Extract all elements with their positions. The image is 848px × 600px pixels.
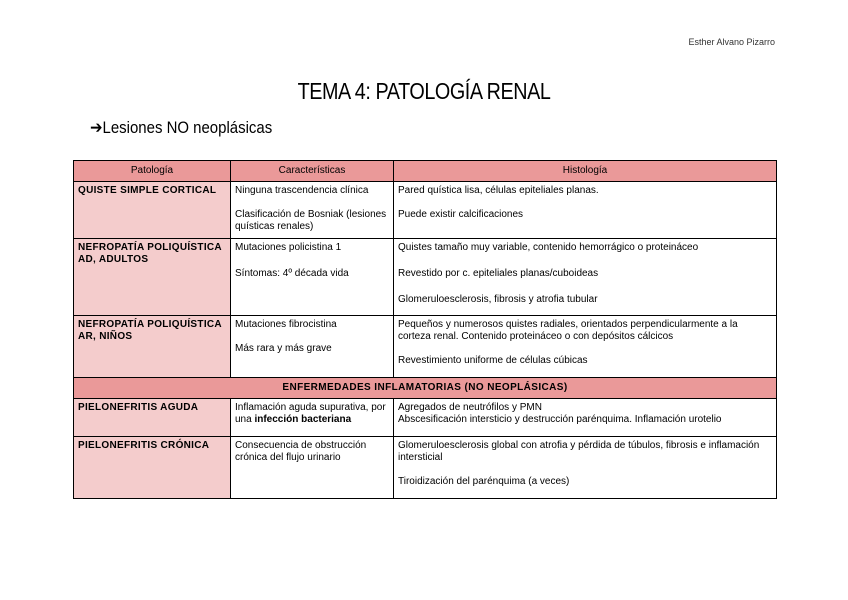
table-row (74, 182, 777, 239)
row-histologia (394, 316, 777, 378)
pathology-table (73, 160, 777, 499)
cell-text: Revestimiento uniforme de células cúbicas (398, 355, 588, 366)
header-histologia: Histología (394, 161, 777, 182)
table-row (74, 437, 777, 499)
cell-text: Revestido por c. epiteliales planas/cuboideas (398, 268, 599, 279)
page-title: TEMA 4: PATOLOGÍA RENAL (297, 78, 551, 104)
row-name: PIELONEFRITIS CRÓNICA (74, 437, 231, 499)
cell-bold-text: infección bacteriana (254, 414, 352, 425)
header-caracteristicas: Características (231, 161, 394, 182)
cell-text: Más rara y más grave (235, 343, 332, 354)
header-patologia: Patología (74, 161, 231, 182)
row-caracteristicas (231, 316, 394, 378)
row-caracteristicas (231, 182, 394, 239)
cell-text: Quistes tamaño muy variable, contenido hemorrágico o proteináceo (398, 242, 699, 253)
row-name: NEFROPATÍA POLIQUÍSTICA AD, ADULTOS (74, 239, 231, 316)
cell-text: Pared quística lisa, células epiteliales planas. (398, 185, 599, 196)
row-caracteristicas (231, 239, 394, 316)
cell-text: Glomeruloesclerosis, fibrosis y atrofia tubular (398, 294, 598, 305)
row-histologia (394, 399, 777, 437)
row-histologia (394, 239, 777, 316)
row-histologia (394, 437, 777, 499)
cell-text: Mutaciones fibrocistina (235, 319, 337, 330)
table-row (74, 399, 777, 437)
cell-text: Puede existir calcificaciones (398, 209, 524, 220)
cell-text: Glomeruloesclerosis global con atrofia y pérdida de túbulos, fibrosis e inflamación intersticial (398, 440, 760, 463)
cell-text: Síntomas: 4º década vida (235, 268, 349, 279)
table-row (74, 239, 777, 316)
table-row (74, 316, 777, 378)
row-histologia (394, 182, 777, 239)
row-caracteristicas (231, 399, 394, 437)
cell-text: Tiroidización del parénquima (a veces) (398, 476, 570, 487)
author-name: Esther Alvano Pizarro (688, 37, 775, 47)
cell-text: Consecuencia de obstrucción crónica del flujo urinario (235, 440, 367, 463)
section-subtitle: ➔Lesiones NO neoplásicas (90, 118, 273, 137)
row-name: PIELONEFRITIS AGUDA (74, 399, 231, 437)
section-heading: ENFERMEDADES INFLAMATORIAS (NO NEOPLÁSICAS) (74, 378, 777, 399)
table-header-row (74, 161, 777, 182)
section-row (74, 378, 777, 399)
row-name: QUISTE SIMPLE CORTICAL (74, 182, 231, 239)
row-name: NEFROPATÍA POLIQUÍSTICA AR, NIÑOS (74, 316, 231, 378)
cell-text: Ninguna trascendencia clínica (235, 185, 369, 196)
cell-text: Clasificación de Bosniak (lesiones quísticas renales) (235, 209, 387, 232)
cell-text: Abscesificación intersticio y destrucción parénquima. Inflamación urotelio (398, 414, 722, 425)
cell-text: Inflamación aguda supurativa, por una (235, 402, 386, 425)
cell-text: Agregados de neutrófilos y PMN (398, 402, 542, 413)
row-caracteristicas (231, 437, 394, 499)
cell-text: Mutaciones policistina 1 (235, 242, 342, 253)
cell-text: Pequeños y numerosos quistes radiales, orientados perpendicularmente a la corteza renal. Contenido proteináceo o con depósitos cálcicos (398, 319, 738, 342)
